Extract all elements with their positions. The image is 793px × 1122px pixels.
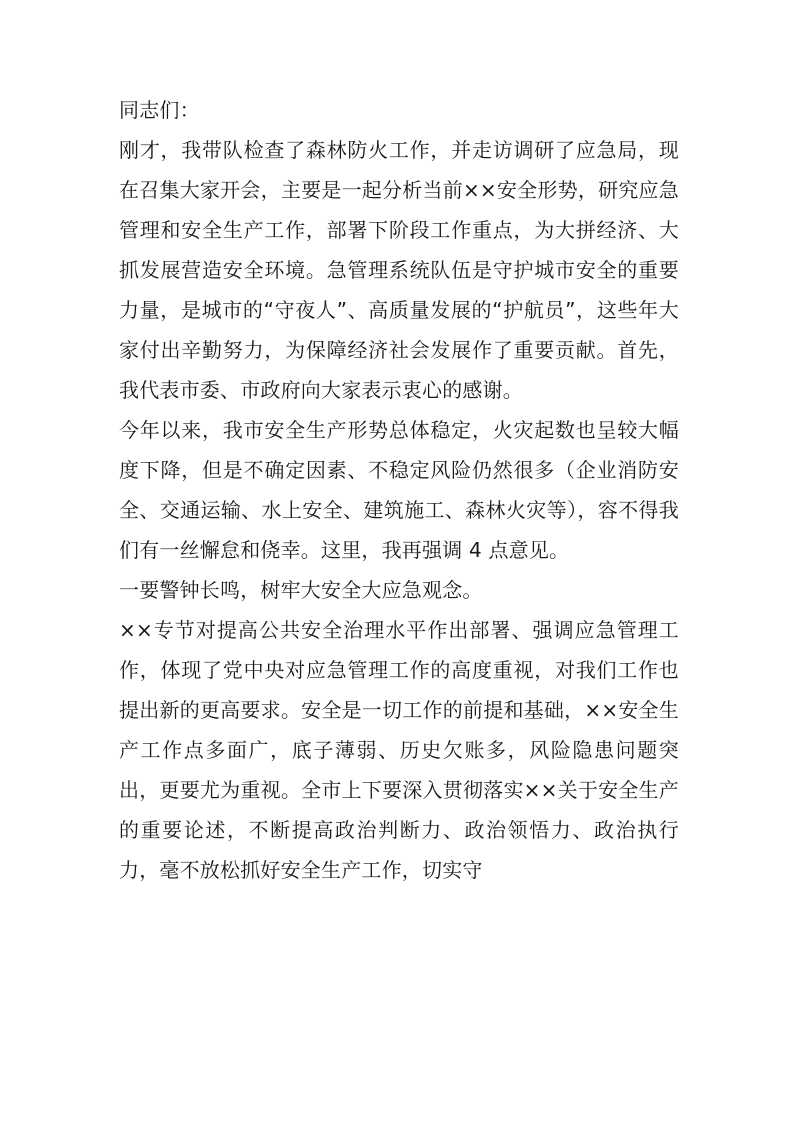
document-body (119, 90, 679, 890)
paragraph-section-1: ××专节对提高公共安全治理水平作出部署、强调应急管理工作，体现了党中央对应急管理工作的高度重视，对我们工作也提出新的更高要求。安全是一切工作的前提和基础，××安全生产工作点多面广，底子薄弱、历史欠账多，风险隐患问题突出，更要尤为重视。全市上下要深入贯彻落实××关于安全生产的重要论述，不断提高政治判断力、政治领悟力、政治执行力，毫不放松抓好安全生产工作，切实守 (119, 618, 679, 882)
salutation: 同志们： (119, 98, 200, 122)
section-heading-1: 一要警钟长鸣，树牢大安全大应急观念。 (119, 578, 483, 602)
paragraph-situation: 今年以来，我市安全生产形势总体稳定，火灾起数也呈较大幅度下降，但是不确定因素、不稳定风险仍然很多（企业消防安全、交通运输、水上安全、建筑施工、森林火灾等），容不得我们有一丝懈怠和侥幸。这里，我再强调 4 点意见。 (119, 418, 679, 562)
paragraph-opening: 刚才，我带队检查了森林防火工作，并走访调研了应急局，现在召集大家开会，主要是一起分析当前××安全形势，研究应急管理和安全生产工作，部署下阶段工作重点，为大拼经济、大抓发展营造安全环境。急管理系统队伍是守护城市安全的重要力量，是城市的“守夜人”、高质量发展的“护航员”，这些年大家付出辛勤努力，为保障经济社会发展作了重要贡献。首先，我代表市委、市政府向大家表示衷心的感谢。 (119, 138, 679, 402)
